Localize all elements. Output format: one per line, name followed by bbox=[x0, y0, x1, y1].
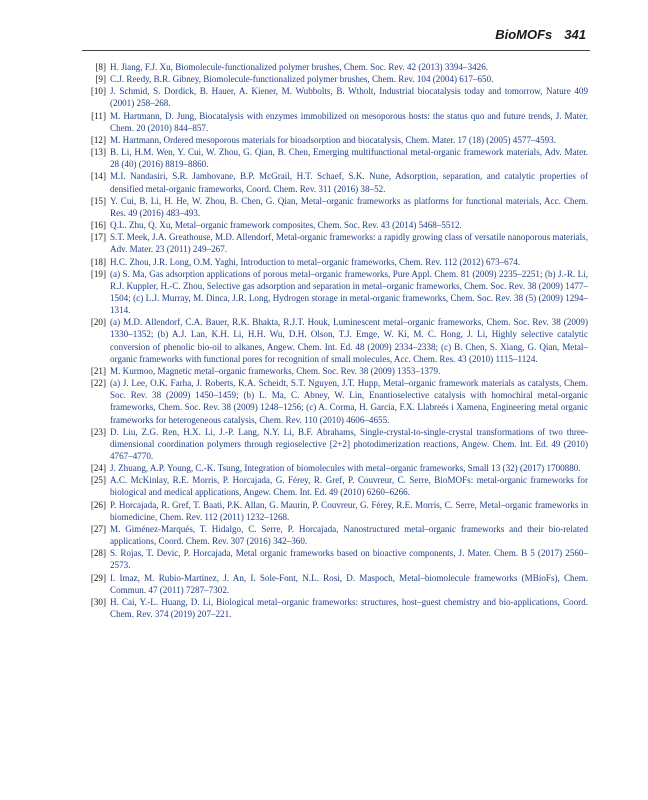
reference-text[interactable]: Y. Cui, B. Li, H. He, W. Zhou, B. Chen, G. Qian, Metal–organic frameworks as platforms for functional materials, Acc. Chem. Res. 49 (2016) 483–493. bbox=[110, 195, 588, 218]
reference-text[interactable]: H. Jiang, F.J. Xu, Biomolecule-functionalized polymer brushes, Chem. Soc. Rev. 42 (2013) 3394–3426. bbox=[110, 62, 489, 72]
reference-text[interactable]: (a) S. Ma, Gas adsorption applications of porous metal–organic frameworks, Pure Appl. Chem. 81 (2009) 2235–2251; (b) J.-R. Li, R.J. Kuppler, H.-C. Zhou, Selective gas adsorption and separation in metal–organic frameworks, Chem. Soc. Rev. 38 (2009) 1477–1504; (c) L.J. Murray, M. Dinca, J.R. Long, Hydrogen storage in metal-organic frameworks, Chem. Soc. Rev. 38 (5) (2009) 1294–1314. bbox=[110, 268, 588, 316]
reference-entry bbox=[82, 365, 588, 377]
reference-number: [20] bbox=[90, 317, 106, 328]
reference-entry bbox=[82, 499, 588, 523]
reference-number: [26] bbox=[90, 499, 106, 510]
reference-entry bbox=[82, 231, 588, 255]
reference-number: [22] bbox=[90, 378, 106, 389]
reference-entry bbox=[82, 474, 588, 498]
reference-text[interactable]: P. Horcajada, R. Gref, T. Baati, P.K. Allan, G. Maurin, P. Couvreur, G. Férey, R.E. Morris, C. Serre, Metal–organic frameworks in biomedicine, Chem. Rev. 112 (2011) 1232–1268. bbox=[110, 499, 588, 522]
reference-text[interactable]: C.J. Reedy, B.R. Gibney, Biomolecule-functionalized polymer brushes, Chem. Rev. 104 (2004) 617–650. bbox=[110, 74, 494, 85]
reference-entry bbox=[82, 61, 588, 73]
reference-text[interactable]: M.I. Nandasiri, S.R. Jambovane, B.P. McGrail, H.T. Schaef, S.K. Nune, Adsorption, separation, and catalytic properties of densified metal-organic frameworks, Coord. Chem. Rev. 311 (2016) 38–52. bbox=[110, 171, 588, 194]
reference-text[interactable]: M. Giménez-Marqués, T. Hidalgo, C. Serre, P. Horcajada, Nanostructured metal–organic frameworks and their bio-related applications, Coord. Chem. Rev. 307 (2016) 342–360. bbox=[110, 523, 588, 547]
reference-text[interactable]: A.C. McKinlay, R.E. Morris, P. Horcajada, G. Férey, R. Gref, P. Couvreur, C. Serre, BioMOFs: metal-organic frameworks for biological and medical applications, Angew. Chem. Int. Ed. 49 (2010) 6260–6266. bbox=[110, 475, 588, 498]
reference-entry bbox=[82, 572, 588, 596]
reference-number: [29] bbox=[90, 572, 106, 583]
reference-entry bbox=[82, 596, 588, 620]
reference-entry bbox=[82, 73, 588, 85]
reference-number: [18] bbox=[90, 256, 106, 267]
reference-entry bbox=[82, 146, 588, 170]
reference-number: [17] bbox=[90, 232, 106, 243]
reference-text[interactable]: (a) M.D. Allendorf, C.A. Bauer, R.K. Bhakta, R.J.T. Houk, Luminescent metal–organic frameworks, Chem. Soc. Rev. 38 (2009) 1330–1352; (b) A.J. Lan, K.H. Li, H.H. Wu, D.H. Olson, T.J. Emge, W. Ki, M. C. Hong, J. Li, Highly selective catalytic conversion of phenolic bio-oil to alkanes, Angew. Chem. Int. Ed. 48 (2009) 2334–2338; (c) B. Chen, S. Xiang, G. Qian, Metal–organic frameworks with functional pores for recognition of small molecules, Acc. Chem. Res. 43 (2010) 1115–1124. bbox=[110, 317, 588, 364]
reference-text[interactable]: H.C. Zhou, J.R. Long, O.M. Yaghi, Introduction to metal–organic frameworks, Chem. Rev. 112 (2012) 673–674. bbox=[110, 256, 521, 267]
reference-entry bbox=[82, 426, 588, 462]
reference-text[interactable]: B. Li, H.M. Wen, Y. Cui, W. Zhou, G. Qian, B. Chen, Emerging multifunctional metal-organic framework materials, Adv. Mater. 28 (40) (2016) 8819–8860. bbox=[110, 147, 588, 170]
reference-text[interactable]: J. Schmid, S. Dordick, B. Hauer, A. Kiener, M. Wubbolts, B. Wtholt, Industrial biocatalysis today and tomorrow, Nature 409 (2001) 258–268. bbox=[110, 86, 588, 109]
reference-entry bbox=[82, 110, 588, 134]
reference-entry bbox=[82, 547, 588, 571]
reference-text[interactable]: S. Rojas, T. Devic, P. Horcajada, Metal organic frameworks based on bioactive components, J. Mater. Chem. B 5 (2017) 2560–2573. bbox=[110, 548, 588, 571]
reference-number: [19] bbox=[90, 268, 106, 279]
reference-entry bbox=[82, 134, 588, 146]
reference-entry bbox=[82, 316, 588, 365]
reference-entry bbox=[82, 219, 588, 231]
reference-number: [24] bbox=[90, 463, 106, 474]
reference-entry bbox=[82, 268, 588, 317]
reference-text[interactable]: Q.L. Zhu, Q. Xu, Metal–organic framework composites, Chem. Soc. Rev. 43 (2014) 5468–5512. bbox=[110, 220, 462, 231]
reference-number: [25] bbox=[90, 475, 106, 486]
header-rule bbox=[82, 50, 590, 51]
reference-number: [9] bbox=[95, 74, 106, 85]
reference-number: [8] bbox=[95, 62, 106, 72]
reference-text[interactable]: H. Cai, Y.-L. Huang, D. Li, Biological metal–organic frameworks: structures, host–guest chemistry and bio-applications, Coord. Chem. Rev. 374 (2019) 207–221. bbox=[110, 596, 588, 620]
reference-entry bbox=[82, 256, 588, 268]
page-number: 341 bbox=[564, 27, 586, 42]
reference-number: [21] bbox=[90, 365, 106, 376]
reference-number: [11] bbox=[91, 110, 106, 121]
reference-entry bbox=[82, 462, 588, 474]
reference-text[interactable]: D. Liu, Z.G. Ren, H.X. Li, J.-P. Lang, N.Y. Li, B.F. Abrahams, Single-crystal-to-single-crystal transformations of two three-dimensional coordination polymers through regioselective [2+2] photodimerization reactions, Angew. Chem. Int. Ed. 49 (2010) 4767–4770. bbox=[110, 426, 588, 461]
reference-entry bbox=[82, 195, 588, 219]
reference-list bbox=[82, 61, 588, 620]
reference-entry bbox=[82, 523, 588, 547]
reference-text[interactable]: I. Imaz, M. Rubio-Martínez, J. An, I. Sole-Font, N.L. Rosi, D. Maspoch, Metal–biomolecule frameworks (MBioFs), Chem. Commun. 47 (2011) 7287–7302. bbox=[110, 572, 588, 595]
reference-number: [23] bbox=[90, 426, 106, 437]
reference-entry bbox=[82, 85, 588, 109]
reference-text[interactable]: M. Kurmoo, Magnetic metal–organic frameworks, Chem. Soc. Rev. 38 (2009) 1353–1379. bbox=[110, 365, 441, 376]
reference-number: [10] bbox=[90, 86, 106, 97]
running-header bbox=[495, 27, 586, 42]
reference-text[interactable]: M. Hartmann, Ordered mesoporous materials for bioadsorption and biocatalysis, Chem. Mater. 17 (18) (2005) 4577–4593. bbox=[110, 134, 557, 145]
reference-text[interactable]: S.T. Meek, J.A. Greathouse, M.D. Allendorf, Metal-organic frameworks: a rapidly growing class of versatile nanoporous materials, Adv. Mater. 23 (2011) 249–267. bbox=[110, 232, 588, 255]
reference-entry bbox=[82, 170, 588, 194]
reference-text[interactable]: J. Zhuang, A.P. Young, C.-K. Tsung, Integration of biomolecules with metal–organic frameworks, Small 13 (32) (2017) 1700880. bbox=[110, 463, 581, 474]
reference-number: [14] bbox=[90, 171, 106, 182]
reference-number: [16] bbox=[90, 220, 106, 231]
reference-text[interactable]: (a) J. Lee, O.K. Farha, J. Roberts, K.A. Scheidt, S.T. Nguyen, J.T. Hupp, Metal–organic framework materials as catalysts, Chem. Soc. Rev. 38 (2009) 1450–1459; (b) L. Ma, C. Abney, W. Lin, Enantioselective catalysis with homochiral metal-organic frameworks, Chem. Soc. Rev. 38 (2009) 1248–1256; (c) A. Corma, H. García, F.X. Llabreés i Xamena, Engineering metal organic frameworks for heterogeneous catalysis, Chem. Rev. 110 (2010) 4606–4655. bbox=[110, 378, 588, 425]
reference-number: [13] bbox=[90, 147, 106, 158]
reference-entry bbox=[82, 377, 588, 426]
reference-number: [28] bbox=[90, 548, 106, 559]
reference-number: [30] bbox=[90, 596, 106, 607]
reference-number: [12] bbox=[90, 134, 106, 145]
running-header-title: BioMOFs bbox=[495, 27, 553, 42]
reference-number: [27] bbox=[90, 523, 106, 534]
reference-text[interactable]: M. Hartmann, D. Jung, Biocatalysis with enzymes immobilized on mesoporous hosts: the status quo and future trends, J. Mater. Chem. 20 (2010) 844–857. bbox=[110, 110, 588, 133]
reference-number: [15] bbox=[90, 195, 106, 206]
